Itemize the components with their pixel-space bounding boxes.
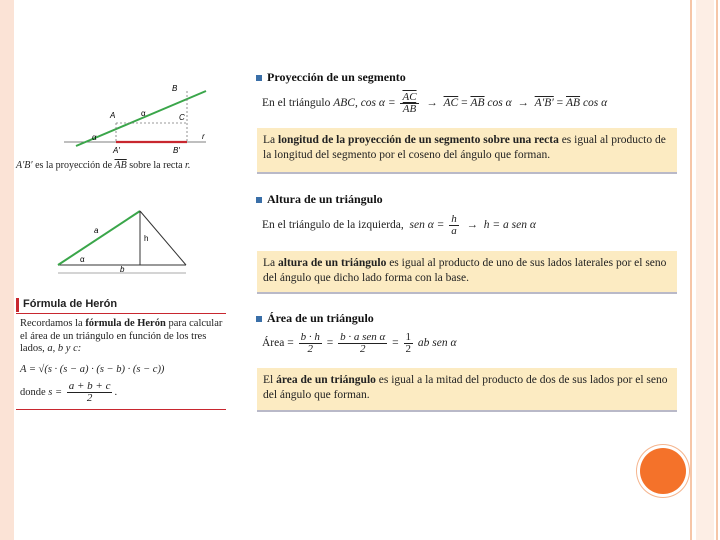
caption-r: r. xyxy=(185,160,191,171)
proj-intro: En el triángulo xyxy=(262,97,331,110)
proj-eq1-tail: cos α xyxy=(487,97,512,110)
heron-text-pre: Recordamos la xyxy=(20,318,83,329)
area-f1-num: b · h xyxy=(300,331,320,343)
height-arrow: → xyxy=(466,219,479,232)
projection-heading xyxy=(256,70,406,85)
caption-text-2: sobre la recta xyxy=(129,160,183,171)
height-fraction xyxy=(449,214,459,237)
area-fraction-2 xyxy=(338,332,387,355)
height-rule-box xyxy=(257,251,677,294)
proj-eq2-eq: = xyxy=(556,97,564,110)
projection-rule-box xyxy=(257,128,677,174)
heron-s-definition: donde s = $\frac{a + b + c}{2}$ . xyxy=(20,380,118,404)
proj-frac-num: $\overline{AC}$ xyxy=(402,91,417,103)
label-alpha-bottom: α xyxy=(92,133,97,142)
heron-s-den: 2 xyxy=(86,392,93,404)
label-b: B xyxy=(172,84,178,93)
heron-text-post: para calcular el área de un triángulo en función de los tres lados, xyxy=(20,318,223,354)
proj-box-pre: La xyxy=(263,134,276,146)
area-f3-den: 2 xyxy=(405,343,412,355)
area-f3-num: 1 xyxy=(405,331,412,343)
label-height-alpha: α xyxy=(80,255,85,264)
left-decoration-strip xyxy=(0,0,14,540)
height-intro: En el triángulo de la izquierda, xyxy=(262,219,404,232)
right-decoration-bars xyxy=(690,0,720,540)
area-box-pre: El xyxy=(263,374,274,386)
area-fraction-3 xyxy=(404,332,414,355)
projection-bullet-icon xyxy=(256,75,262,81)
label-a-prime: A′ xyxy=(113,146,120,155)
heron-formula: A = √(s · (s − a) · (s − b) · (s − c)) xyxy=(20,364,165,375)
area-tail: ab sen α xyxy=(417,337,457,350)
area-box-bold: área de un triángulo xyxy=(276,374,376,386)
area-eq-2: = xyxy=(392,337,399,350)
proj-fraction xyxy=(400,92,418,115)
label-r: r xyxy=(202,132,205,141)
proj-arrow-1: → xyxy=(426,97,438,110)
caption-ab: $\overline{AB}$ xyxy=(114,160,127,171)
area-box-post: es igual a la mitad del producto de dos de sus lados por el seno del ángulo que forman. xyxy=(263,374,668,401)
proj-eq1-eq: = xyxy=(461,97,468,110)
caption-a-b-prime: A′B′ xyxy=(16,160,33,171)
proj-eq2-tail: cos α xyxy=(582,97,608,110)
projection-formula xyxy=(262,92,607,115)
projection-figure xyxy=(56,80,216,158)
area-title: Área de un triángulo xyxy=(267,311,374,325)
heron-accent-bar xyxy=(16,298,19,312)
area-bullet-icon xyxy=(256,316,262,322)
height-box-bold: altura de un triángulo xyxy=(278,257,387,269)
area-f1-den: 2 xyxy=(307,343,313,355)
proj-box-post: es igual al producto de la longitud del segmento por el coseno del ángulo que forman. xyxy=(263,134,666,161)
height-heading xyxy=(256,192,383,207)
height-frac-den: a xyxy=(451,225,457,237)
height-title: Altura de un triángulo xyxy=(267,192,383,206)
area-f2-num: b · a sen α xyxy=(340,331,386,343)
area-lhs: Área = xyxy=(262,337,294,350)
heron-top-rule xyxy=(16,313,226,314)
area-fraction-1 xyxy=(299,332,322,355)
height-figure xyxy=(48,203,198,275)
label-a: A xyxy=(110,111,116,120)
projection-title: Proyección de un segmento xyxy=(267,70,406,84)
proj-eq2-rhs: $\overline{AB}$ xyxy=(566,97,581,110)
label-side-a: a xyxy=(94,226,99,235)
slide xyxy=(14,0,690,540)
proj-cos-label: cos α = xyxy=(360,97,396,110)
heron-s-num: a + b + c xyxy=(68,380,111,392)
area-heading xyxy=(256,311,374,326)
label-height-h: h xyxy=(144,234,149,243)
height-box-post: es igual al producto de uno de sus lados laterales por el seno del ángulo que dicho lado forma con la base. xyxy=(263,257,667,284)
height-frac-num: h xyxy=(451,213,457,225)
area-eq-1: = xyxy=(326,337,334,350)
label-alpha-top: α xyxy=(141,109,146,118)
label-base-b: b xyxy=(120,265,125,274)
height-bullet-icon xyxy=(256,197,262,203)
proj-eq2-lhs: A′B′ xyxy=(534,97,554,110)
side-a xyxy=(58,211,140,265)
heron-bottom-rule xyxy=(16,409,226,410)
height-box-pre: La xyxy=(263,257,276,269)
heron-sides: a, b y c: xyxy=(47,343,82,354)
label-b-prime: B′ xyxy=(173,146,180,155)
proj-frac-den: AB xyxy=(402,103,417,115)
height-result: h = a sen α xyxy=(483,219,536,232)
heron-text xyxy=(20,318,228,356)
area-formula xyxy=(262,332,457,355)
proj-arrow-2: → xyxy=(517,97,529,110)
height-sen-label: sen α = xyxy=(409,219,445,232)
heron-s-eq: s = xyxy=(48,386,63,398)
proj-eq1-lhs: $\overline{AC}$ xyxy=(443,97,459,110)
heron-donde: donde xyxy=(20,386,46,398)
caption-text-1: es la proyección de xyxy=(35,160,113,171)
proj-box-bold: longitud de la proyección de un segmento sobre una recta xyxy=(278,134,559,146)
area-f2-den: 2 xyxy=(359,343,366,355)
heron-s-fraction xyxy=(67,381,113,404)
heron-text-bold: fórmula de Herón xyxy=(85,318,166,329)
heron-title: Fórmula de Herón xyxy=(23,298,118,310)
proj-triangle: ABC, xyxy=(333,97,358,110)
area-rule-box xyxy=(257,368,677,412)
proj-eq1-rhs: $\overline{AB}$ xyxy=(470,97,485,110)
projection-caption xyxy=(16,160,190,173)
height-formula xyxy=(262,214,536,237)
label-c: C xyxy=(179,113,185,122)
